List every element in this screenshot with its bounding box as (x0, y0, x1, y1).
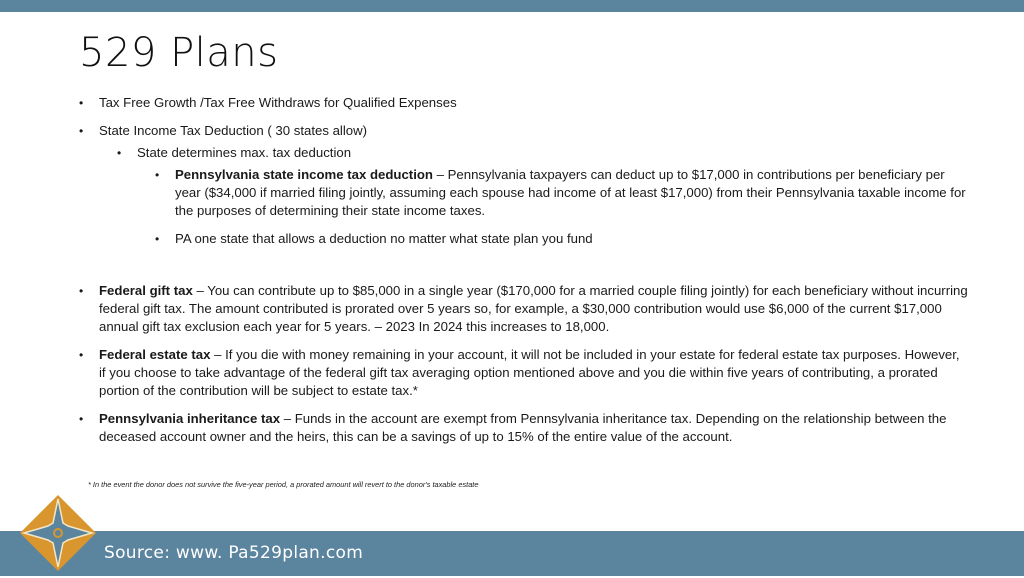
top-accent-bar (0, 0, 1024, 12)
bullet-text: – You can contribute up to $85,000 in a single year ($170,000 for a married couple filing jointly) for each beneficiary without incurring federal gift tax. The amount contributed is prorated over 5 years so, for example, a $30,000 contribution would use $6,000 of the current $17,000 annual gift tax exclusion each year for 5 years. – 2023 In 2024 this increases to 18,000. (99, 283, 968, 334)
bullet-text: – If you die with money remaining in your account, it will not be included in your estate for federal estate tax purposes. However, if you choose to take advantage of the federal gift tax averaging option mentioned above and you die within five years of contributing, a prorated portion of the contribution will be subject to estate tax.* (99, 347, 960, 398)
bullet-text: Tax Free Growth /Tax Free Withdraws for Qualified Expenses (99, 95, 457, 110)
bullet-heading: Pennsylvania state income tax deduction (175, 167, 433, 182)
source-citation: Source: www. Pa529plan.com (104, 543, 364, 563)
bullet-heading: Pennsylvania inheritance tax (99, 411, 281, 426)
bullet-text: – Pennsylvania taxpayers can deduct up to $17,000 in contributions per beneficiary per year ($34,000 if married filing jointly, assuming each spouse had income of at least $17,000) from their Pennsylvania taxable income for the purposes of determining their state income taxes. (175, 167, 966, 218)
slide-content (79, 94, 969, 446)
bullet-heading: Federal estate tax (99, 347, 211, 362)
bullet-state-determines-max (117, 144, 969, 162)
slide-title: 529 Plans (79, 30, 279, 76)
bullet-pa-state-income-tax-deduction (155, 166, 969, 220)
bullet-tax-free-growth (79, 94, 969, 112)
bullet-text: State Income Tax Deduction ( 30 states allow) (99, 123, 368, 138)
bullet-text: – Funds in the account are exempt from Pennsylvania inheritance tax. Depending on the relationship between the deceased account owner and the heirs, this can be a savings of up to 15% of the entire value of the account. (99, 411, 947, 444)
bullet-text: PA one state that allows a deduction no matter what state plan you fund (175, 231, 593, 246)
bullet-federal-gift-tax (79, 282, 969, 336)
diamond-star-logo-icon (18, 493, 98, 573)
bullet-state-income-tax-deduction (79, 122, 969, 140)
bullet-heading: Federal gift tax (99, 283, 193, 298)
footnote: * In the event the donor does not survive the five-year period, a prorated amount will revert to the donor's taxable estate (88, 480, 479, 489)
bullet-pa-inheritance-tax (79, 410, 969, 446)
bullet-pa-one-state (155, 230, 969, 248)
bullet-text: State determines max. tax deduction (137, 145, 352, 160)
bullet-federal-estate-tax (79, 346, 969, 400)
